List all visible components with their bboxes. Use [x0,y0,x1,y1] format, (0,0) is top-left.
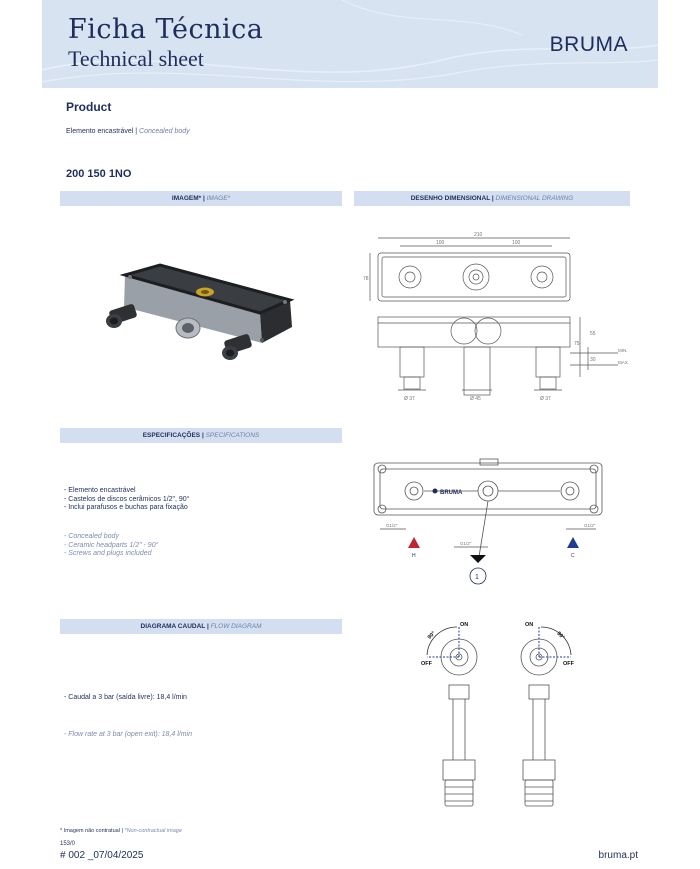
cold-label: C [571,553,575,559]
dim-d3: 30 [590,357,596,363]
section-flow-en: FLOW DIAGRAM [210,623,262,630]
section-flow-bar [60,619,342,634]
title-english: Technical sheet [68,46,204,71]
dia-right: Ø 37 [540,396,551,402]
website-link[interactable]: bruma.pt [598,850,638,861]
section-specs-en: SPECIFICATIONS [205,432,260,439]
angle-label: 90° [426,630,437,641]
g-left: G1/2" [386,523,398,528]
separator: | [201,195,207,202]
reference-number: 153/0 [60,841,76,847]
separator: | [133,128,140,135]
headpart-left [421,622,477,806]
on-label: ON [525,622,534,628]
spec-item: - Concealed body [64,533,119,540]
disclaimer-pt: * Imagem não contratual [60,828,120,834]
outlet-marker-icon [470,555,486,563]
dim-height: 78 [363,276,369,282]
product-image [100,255,300,375]
brand-logo: BRUMA [549,33,628,56]
image-disclaimer [60,828,182,834]
dim-d1: 55 [590,331,596,337]
separator: | [490,195,496,202]
connection-diagram [370,455,610,585]
section-image-en: IMAGE* [206,195,231,202]
section-flow-pt: DIAGRAMA CAUDAL [140,623,206,630]
flow-diagram [405,615,605,820]
cold-marker-icon [567,537,579,548]
off-label: OFF [563,661,574,667]
spec-item: - Inclui parafusos e buchas para fixação [64,504,188,511]
description-pt: Elemento encastrável [66,128,134,135]
section-image-bar [60,191,342,206]
description-en: Concealed body [139,128,190,135]
separator: | [200,432,206,439]
dim-total: 210 [474,232,483,238]
product-heading: Product [66,100,112,114]
callout-number: 1 [475,574,479,581]
hot-marker-icon [408,537,420,548]
on-label: ON [460,622,469,628]
g-mid: G1/2" [460,541,472,546]
spec-list-en [64,533,158,559]
section-image-pt: IMAGEM* [171,195,202,202]
section-drawing-pt: DESENHO DIMENSIONAL [410,195,491,202]
dimensional-drawing [360,225,630,410]
dim-right: 100 [512,240,521,246]
hot-label: H [412,553,416,559]
label-min: MIN. [618,348,628,353]
headpart-right [521,622,575,806]
flow-rate-pt: - Caudal a 3 bar (saída livre): 18,4 l/min [64,694,187,701]
product-code: 200 150 1NO [66,168,132,180]
separator: | [119,828,125,834]
document-number: # 002 _07/04/2025 [60,850,144,861]
section-drawing-en: DIMENSIONAL DRAWING [495,195,574,202]
plate-brand: BRUMA [440,490,463,496]
plate-dot [433,489,438,494]
title-portuguese: Ficha Técnica [68,14,264,45]
dia-mid: Ø 45 [470,396,481,402]
spec-item: - Screws and plugs included [64,550,152,557]
section-drawing-bar [354,191,630,206]
g-right: G1/2" [584,523,596,528]
dia-left: Ø 37 [404,396,415,402]
dim-left: 100 [436,240,445,246]
disclaimer-en: *Non-contractual image [124,828,182,834]
separator: | [205,623,211,630]
product-description [66,128,190,135]
spec-list-pt [64,487,190,513]
spec-item: - Elemento encastrável [64,487,136,494]
section-specs-bar [60,428,342,443]
angle-label: 90° [555,630,566,641]
dim-d2: 75 [574,341,580,347]
off-label: OFF [421,661,432,667]
section-specs-pt: ESPECIFICAÇÕES [142,432,201,439]
flow-rate-en: - Flow rate at 3 bar (open exit): 18,4 l/min [64,731,192,738]
spec-item: - Castelos de discos cerâmicos 1/2", 90° [64,495,190,503]
label-max: MAX. [618,360,630,365]
header-banner [42,0,658,88]
spec-item: - Ceramic headparts 1/2" - 90° [64,541,159,549]
